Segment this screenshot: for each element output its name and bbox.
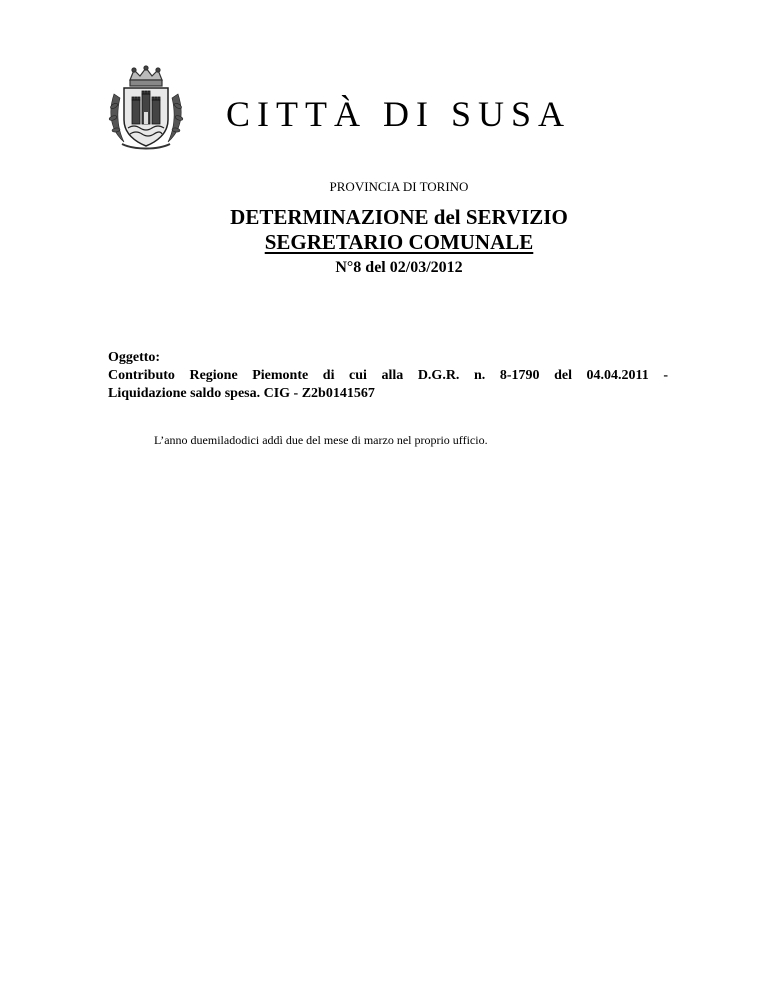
- determination-number-date: N°8 del 02/03/2012: [335, 259, 463, 276]
- subject-line-2: Liquidazione saldo spesa. CIG - Z2b0141567: [108, 386, 375, 401]
- subject-label: Oggetto:: [108, 350, 161, 365]
- opening-paragraph: L’anno duemiladodici addì due del mese di marzo nel proprio ufficio.: [154, 433, 488, 447]
- city-title: CITTÀ DI SUSA: [226, 94, 572, 134]
- determination-title: DETERMINAZIONE del SERVIZIO: [230, 205, 568, 229]
- municipal-coat-of-arms-icon: [104, 64, 188, 154]
- subject-block: [108, 349, 668, 403]
- province-name: PROVINCIA DI TORINO: [329, 179, 469, 194]
- service-name: SEGRETARIO COMUNALE: [264, 230, 534, 254]
- subject-line-1: Contributo Regione Piemonte di cui alla D.G.R. n. 8-1790 del 04.04.2011 -: [108, 368, 668, 383]
